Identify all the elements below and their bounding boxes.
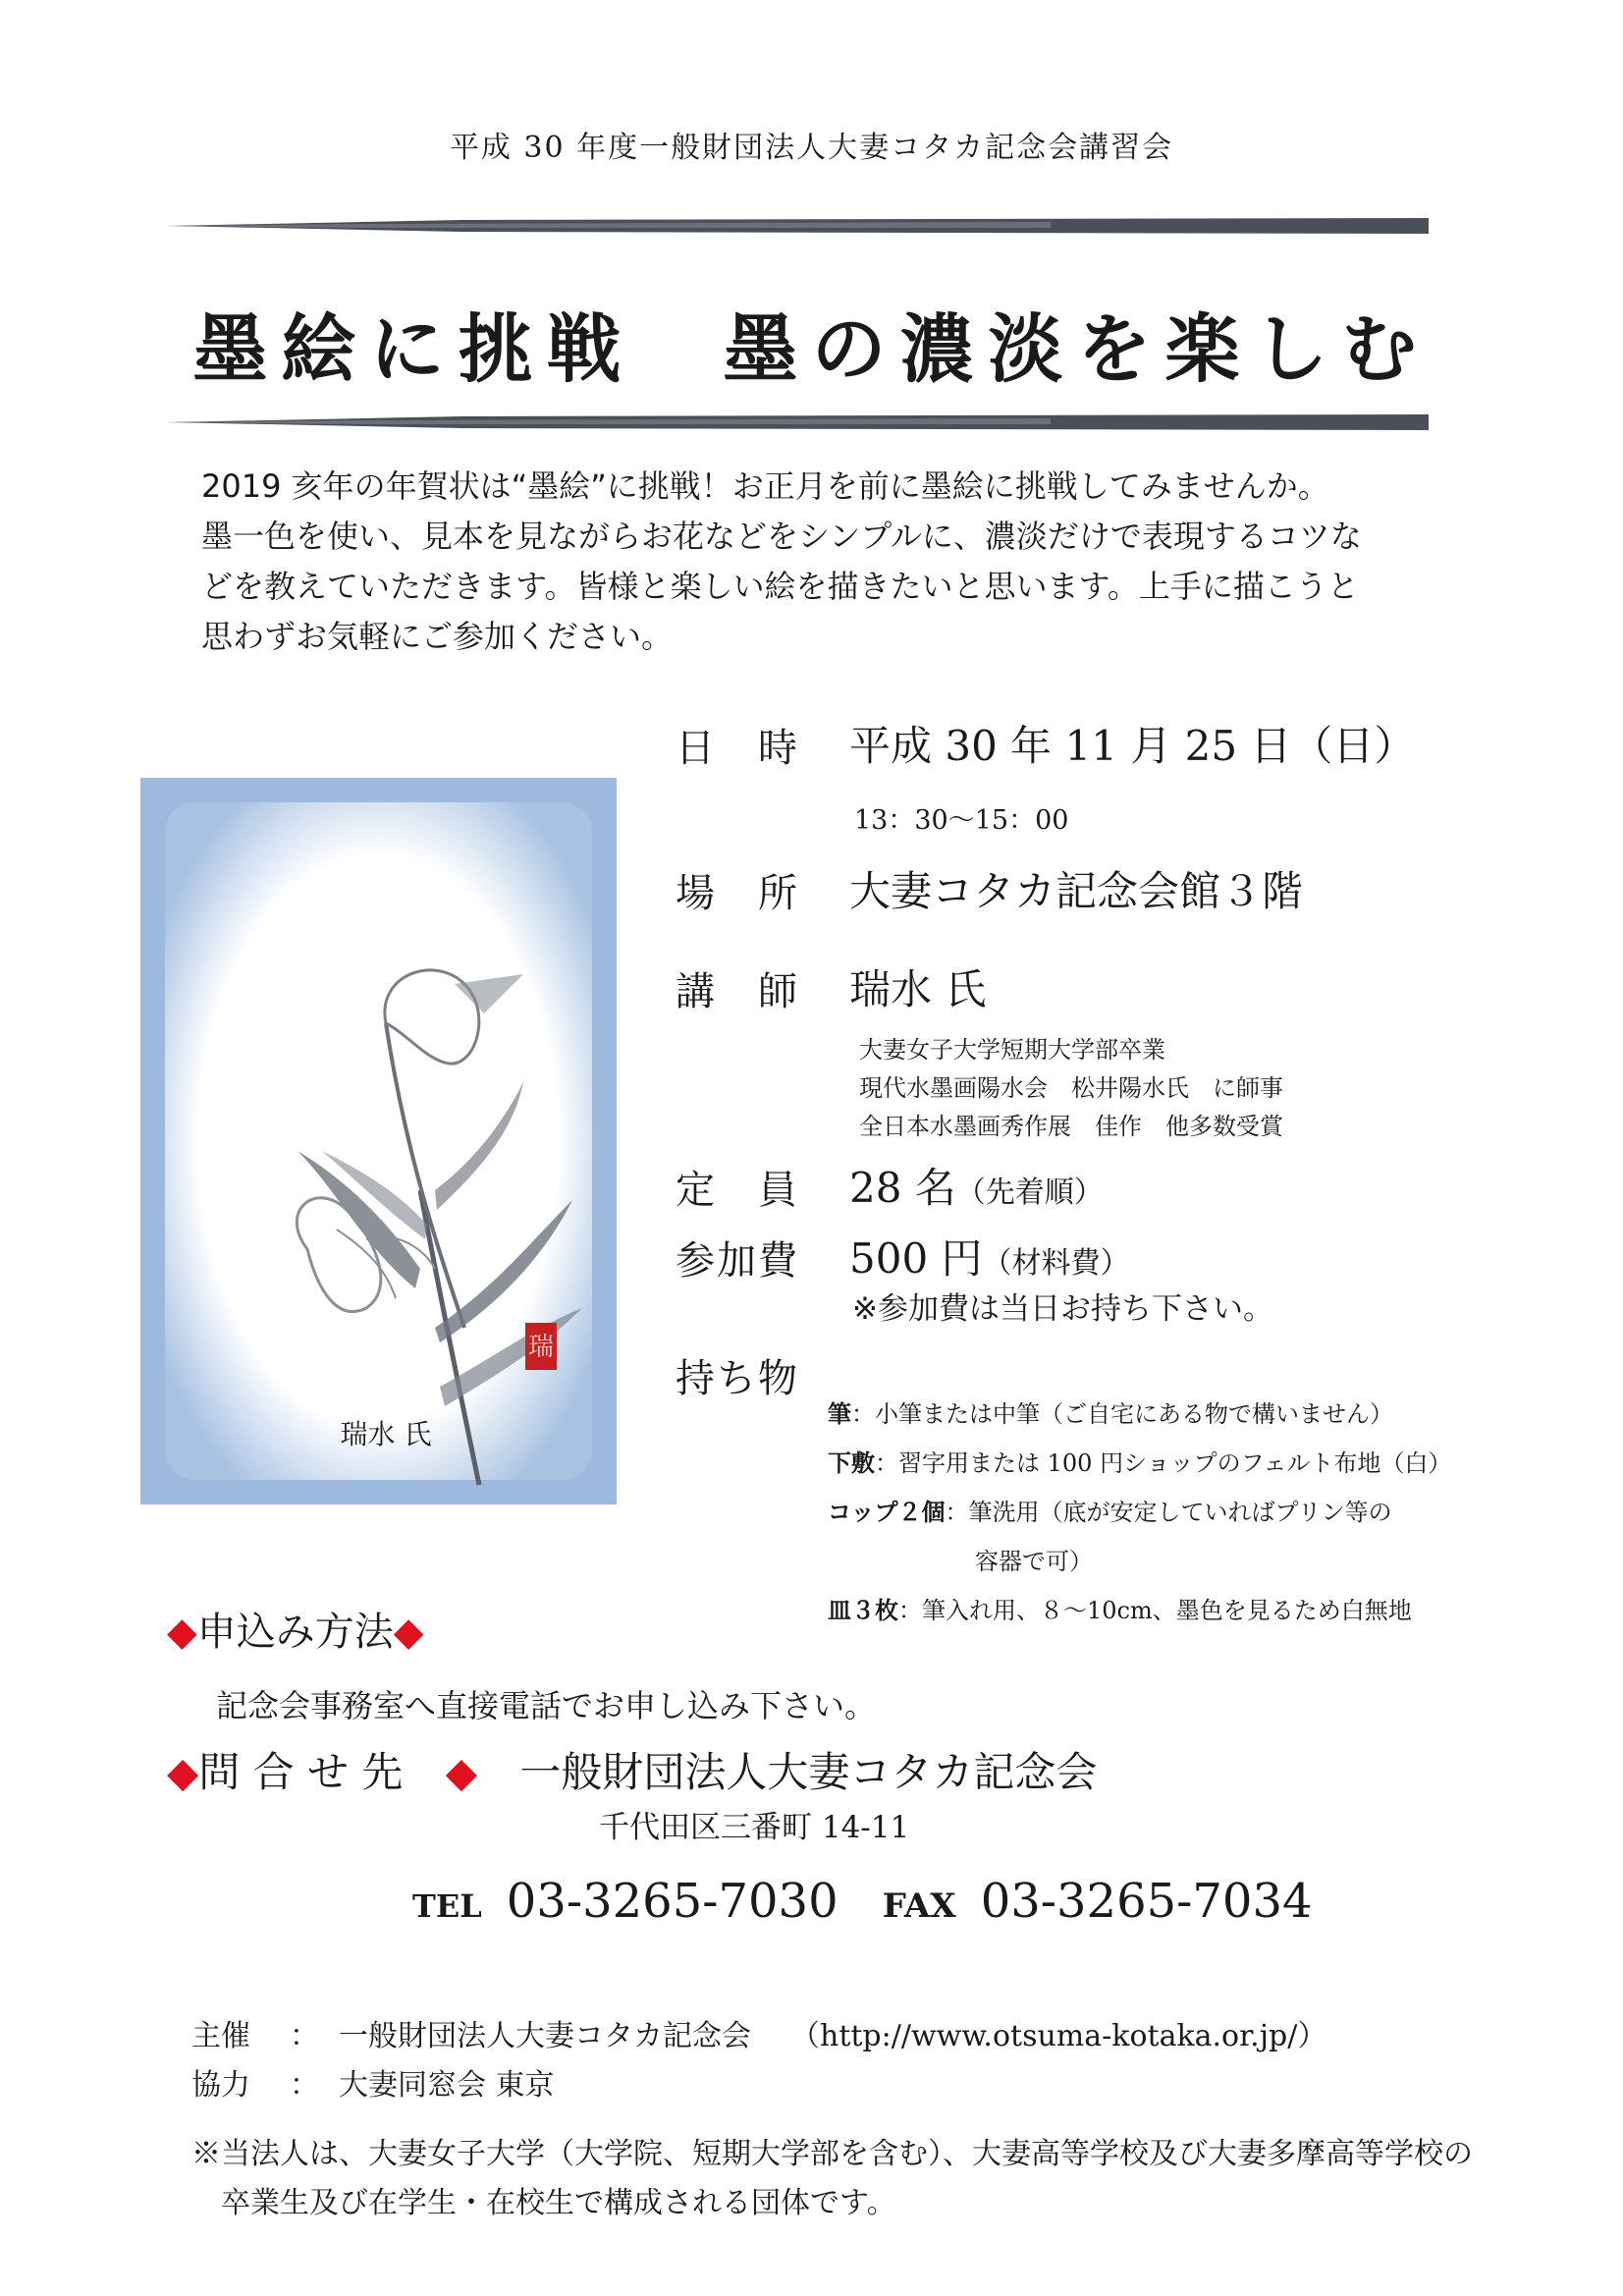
fax-number: 03-3265-7034 [980, 1874, 1313, 1929]
apply-heading-row [167, 1601, 424, 1657]
diamond-icon: ◆ [167, 1748, 199, 1796]
fee-note: （材料費） [982, 1246, 1130, 1281]
colon: ： [290, 2019, 319, 2053]
diamond-icon: ◆ [393, 1610, 424, 1655]
seal-stamp-glyph: 瑞 [527, 1333, 555, 1362]
intro-line: 墨一色を使い、見本を見ながらお花などをシンプルに、濃淡だけで表現するコツな [201, 518, 1362, 555]
items-list [828, 1390, 1451, 1635]
teacher-bio-line: 大妻女子大学短期大学部卒業 [859, 1036, 1165, 1064]
item-name: コップ２個 [828, 1498, 946, 1526]
host-row [191, 2011, 1326, 2054]
diamond-icon: ◆ [167, 1610, 197, 1655]
apply-text: 記念会事務室へ直接電話でお申し込み下さい。 [216, 1687, 877, 1724]
item-cups [828, 1488, 1451, 1537]
time-value: 13：30〜15：00 [854, 805, 1069, 836]
item-cups-cont [828, 1537, 1451, 1586]
tel-number[interactable]: 03-3265-7030 [506, 1874, 839, 1929]
capacity-value: 28 名 [849, 1164, 956, 1212]
lily-painting-image [140, 778, 617, 1504]
brush-stroke-bottom [167, 412, 1429, 432]
intro-paragraph [201, 462, 1438, 662]
item-name: 皿３枚 [828, 1596, 898, 1624]
contact-heading: 問 合 せ 先 [198, 1748, 404, 1796]
contact-heading-row [167, 1740, 1097, 1799]
fee-remark: ※参加費は当日お持ち下さい。 [852, 1291, 1273, 1327]
intro-line: どを教えていただきます。皆様と楽しい絵を描きたいと思います。上手に描こうと [201, 568, 1359, 605]
footnote-line-1: ※当法人は、大妻女子大学（大学院、短期大学部を含む）、大妻高等学校及び大妻多摩高等学校の [191, 2137, 1473, 2171]
page-title: 墨絵に挑戦 墨の濃淡を楽しむ [192, 305, 1431, 393]
brush-stroke-top [167, 216, 1429, 236]
fee [849, 1227, 1130, 1285]
capacity-note: （先着順） [955, 1175, 1104, 1210]
fee-value: 500 円 [849, 1234, 983, 1283]
fax-label: FAX [882, 1886, 956, 1926]
teacher-value: 瑞水 氏 [849, 965, 987, 1013]
contact-org: 一般財団法人大妻コタカ記念会 [519, 1748, 1098, 1796]
tel-label: TEL [412, 1887, 482, 1925]
item-name: 筆 [828, 1399, 851, 1428]
footnote-line-2: 卒業生及び在学生・在校生で構成される団体です。 [221, 2186, 896, 2220]
item-desc: ：筆入れ用、８〜10cm、墨色を見るため白無地 [898, 1597, 1412, 1624]
items-label: 持ち物 [676, 1356, 799, 1401]
colon: ： [290, 2068, 319, 2103]
teacher-bio-line: 現代水墨画陽水会 松井陽水氏 に師事 [859, 1074, 1283, 1102]
fee-label: 参加費 [676, 1238, 799, 1284]
capacity [849, 1156, 1104, 1215]
item-plates [828, 1586, 1451, 1635]
place-value: 大妻コタカ記念会館３階 [849, 867, 1304, 915]
item-desc: ：習字用または 100 円ショップのフェルト布地（白） [875, 1449, 1452, 1477]
coop-name: 大妻同窓会 東京 [339, 2068, 555, 2103]
diamond-icon: ◆ [445, 1748, 478, 1796]
contact-address: 千代田区三番町 14-11 [599, 1810, 910, 1845]
date-label: 日 時 [676, 726, 799, 771]
item-desc: 容器で可） [975, 1548, 1093, 1575]
intro-line: 2019 亥年の年賀状は“墨絵”に挑戦！お正月を前に墨絵に挑戦してみませんか。 [201, 467, 1329, 505]
item-desc: ：筆洗用（底が安定していればプリン等の [945, 1499, 1392, 1526]
host-name: 一般財団法人大妻コタカ記念会 [339, 2019, 751, 2053]
contact-phone-row [412, 1874, 1313, 1929]
host-url[interactable]: （http://www.otsuma-kotaka.or.jp/） [790, 2019, 1327, 2053]
item-name: 下敷 [828, 1449, 875, 1477]
intro-line: 思わずお気軽にご参加ください。 [201, 618, 674, 655]
item-desc: ：小筆または中筆（ご自宅にある物で構いません） [851, 1400, 1393, 1428]
teacher-label: 講 師 [676, 969, 799, 1014]
sumie-lily-painting [140, 778, 617, 1504]
coop-label: 協力 [191, 2068, 250, 2103]
host-label: 主催 [191, 2019, 250, 2053]
date-value: 平成 30 年 11 月 25 日（日） [849, 722, 1416, 770]
painting-caption: 瑞水 氏 [340, 1418, 432, 1450]
coop-row [191, 2060, 555, 2104]
place-label: 場 所 [676, 871, 799, 916]
item-brush [828, 1390, 1451, 1439]
capacity-label: 定 員 [676, 1168, 799, 1213]
item-mat [828, 1439, 1451, 1488]
teacher-bio [859, 1031, 1283, 1146]
event-series-header: 平成 30 年度一般財団法人大妻コタカ記念会講習会 [449, 131, 1174, 165]
apply-heading: 申込み方法 [196, 1610, 394, 1655]
teacher-bio-line: 全日本水墨画秀作展 佳作 他多数受賞 [859, 1113, 1283, 1140]
